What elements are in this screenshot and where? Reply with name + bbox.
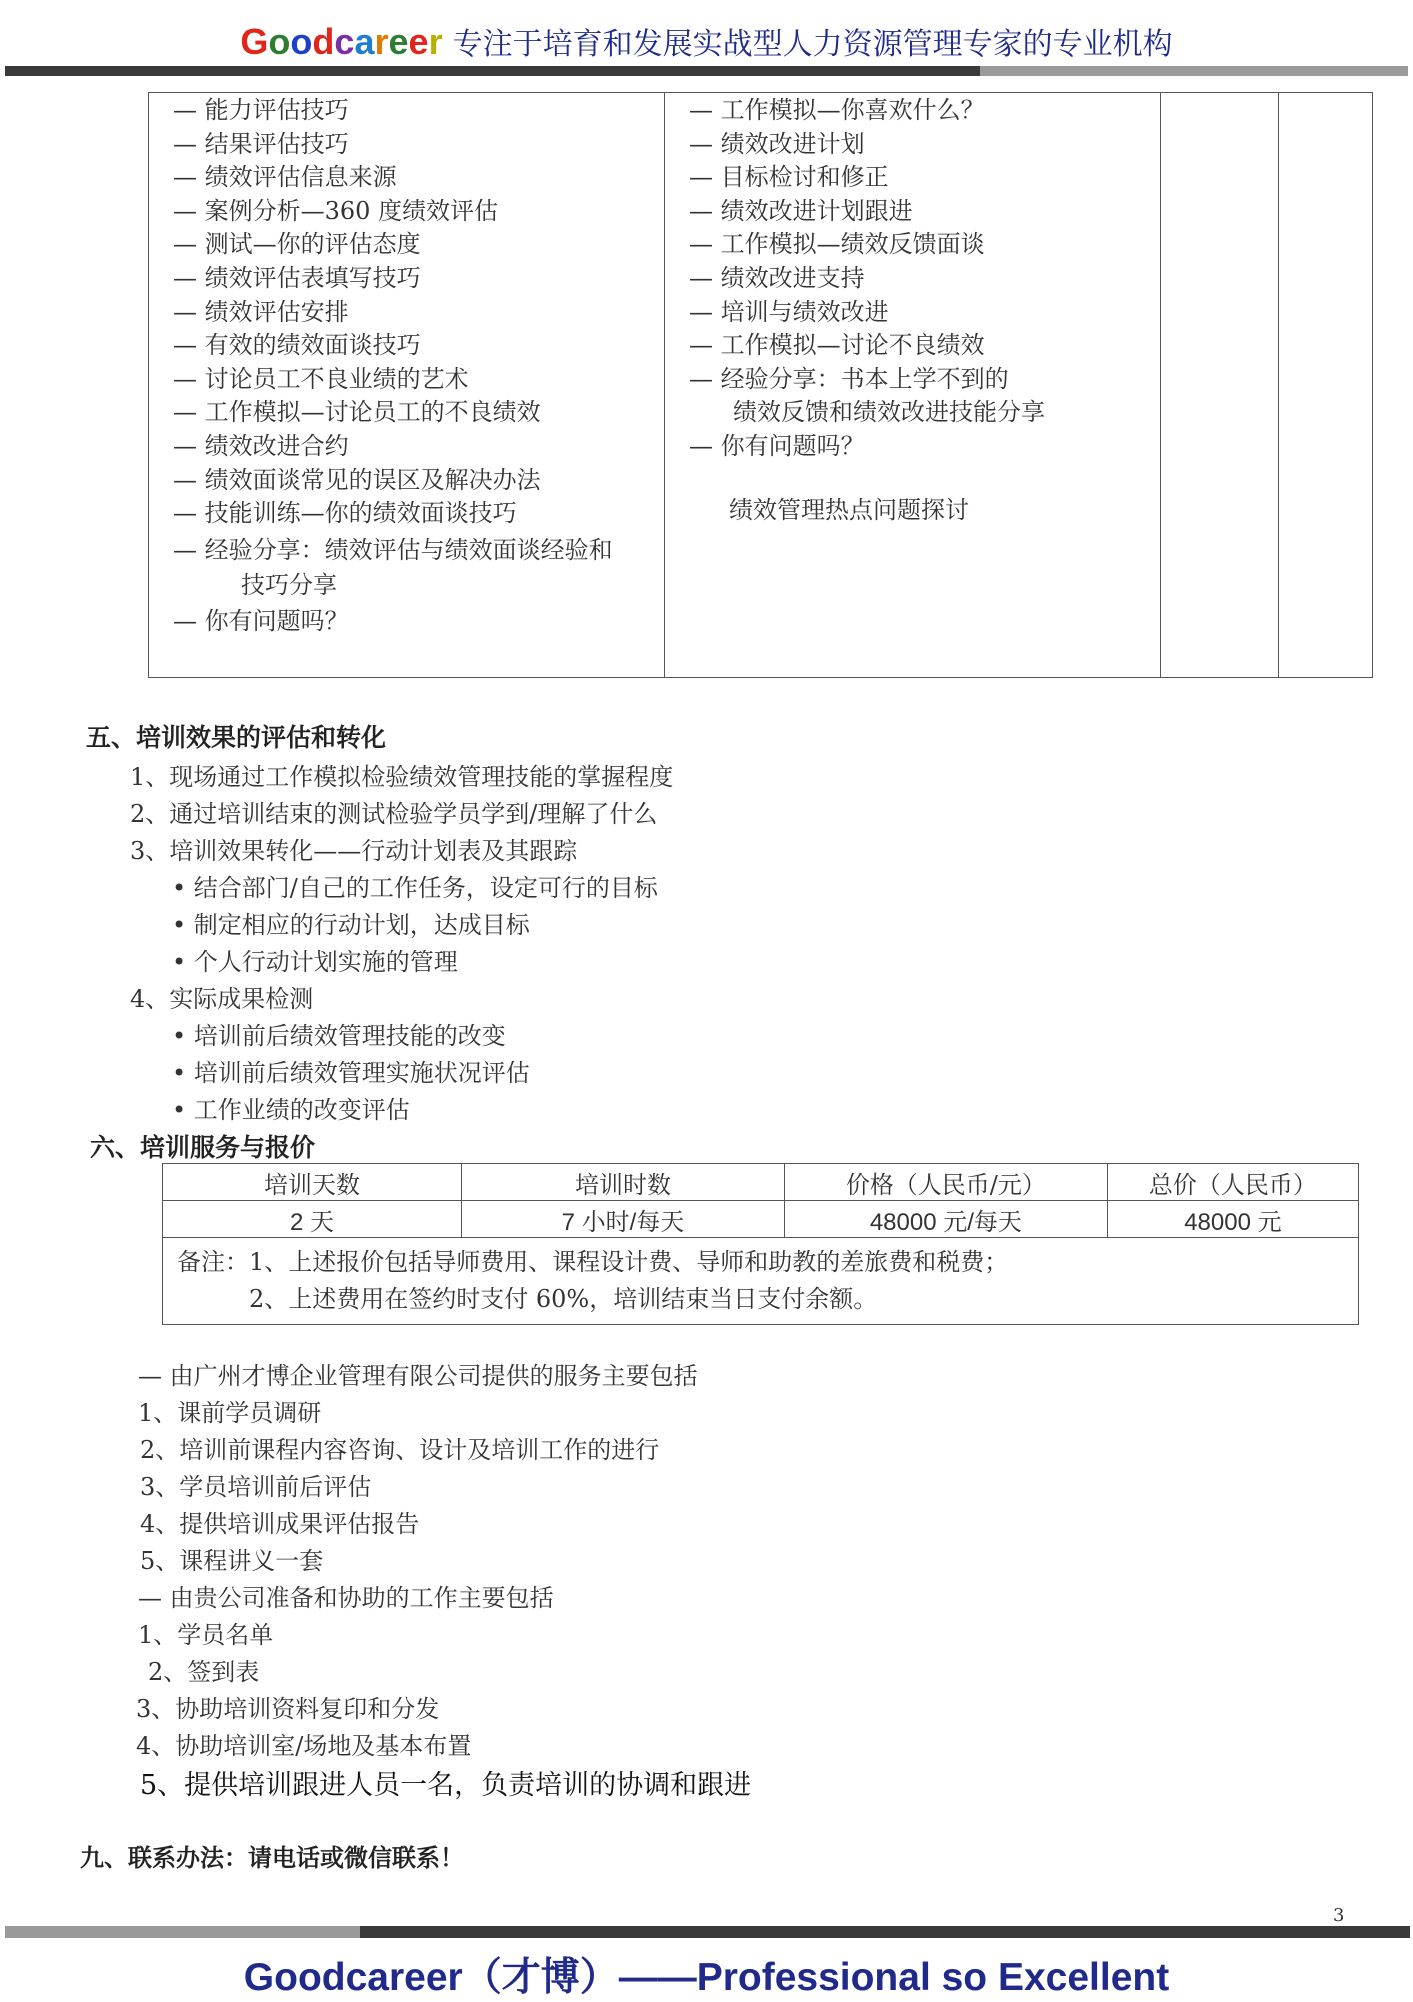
outline-item: — 绩效改进合约 bbox=[173, 431, 349, 460]
brand-letter: e bbox=[388, 21, 409, 62]
table-divider bbox=[664, 93, 665, 677]
outline-item: — 能力评估技巧 bbox=[173, 96, 349, 124]
outline-item: — 绩效评估信息来源 bbox=[173, 163, 397, 192]
brand-letter: c bbox=[334, 21, 355, 62]
services-line: 1、学员名单 bbox=[138, 1621, 274, 1649]
section5-bullet: • 结合部门/自己的工作任务，设定可行的目标 bbox=[172, 874, 658, 902]
section5-line: 1、现场通过工作模拟检验绩效管理技能的掌握程度 bbox=[130, 763, 674, 791]
services-line: 5、课程讲义一套 bbox=[140, 1547, 324, 1575]
section5-title: 五、培训效果的评估和转化 bbox=[86, 723, 387, 752]
header-title bbox=[0, 20, 1413, 67]
footer-divider-dark bbox=[360, 1926, 1410, 1938]
price-note: 备注：1、上述报价包括导师费用、课程设计费、导师和助教的差旅费和税费； bbox=[177, 1248, 1009, 1276]
outline-item: — 目标检讨和修正 bbox=[689, 163, 889, 192]
table-note-cell bbox=[163, 1238, 1359, 1325]
outline-item: — 讨论员工不良业绩的艺术 bbox=[173, 364, 469, 393]
services-line: 4、协助培训室/场地及基本布置 bbox=[136, 1732, 472, 1760]
section5-bullet: • 培训前后绩效管理实施状况评估 bbox=[172, 1059, 530, 1087]
table-header-row bbox=[163, 1164, 1359, 1201]
services-line: 2、培训前课程内容咨询、设计及培训工作的进行 bbox=[140, 1436, 660, 1464]
header-slogan: 专注于培育和发展实战型人力资源管理专家的专业机构 bbox=[452, 27, 1173, 62]
outline-item: — 测试—你的评估态度 bbox=[173, 230, 421, 259]
services-line: — 由广州才博企业管理有限公司提供的服务主要包括 bbox=[138, 1362, 698, 1390]
outline-item: — 绩效面谈常见的误区及解决办法 bbox=[173, 465, 541, 494]
outline-item: — 你有问题吗？ bbox=[689, 431, 865, 460]
outline-item: — 绩效改进支持 bbox=[689, 263, 865, 292]
brand-letter: r bbox=[428, 21, 443, 62]
outline-item: — 有效的绩效面谈技巧 bbox=[173, 331, 421, 360]
outline-item: — 绩效改进计划 bbox=[689, 129, 865, 158]
table-divider bbox=[1278, 93, 1279, 677]
outline-item: — 工作模拟—你喜欢什么？ bbox=[689, 96, 985, 124]
table-cell: 48000 元 bbox=[1107, 1201, 1358, 1238]
services-line: 5、提供培训跟进人员一名，负责培训的协调和跟进 bbox=[140, 1770, 752, 1801]
outline-item: — 结果评估技巧 bbox=[173, 129, 349, 158]
outline-item: — 工作模拟—绩效反馈面谈 bbox=[689, 230, 985, 259]
course-outline-table bbox=[148, 92, 1373, 678]
price-note: 2、上述费用在签约时支付 60%，培训结束当日支付余额。 bbox=[249, 1285, 878, 1313]
outline-item: — 绩效评估安排 bbox=[173, 297, 349, 326]
section5-line: 2、通过培训结束的测试检验学员学到/理解了什么 bbox=[130, 800, 658, 828]
section5-bullet: • 个人行动计划实施的管理 bbox=[172, 948, 458, 976]
services-line: 2、签到表 bbox=[148, 1658, 260, 1686]
outline-item-continuation: 技巧分享 bbox=[241, 571, 337, 600]
outline-item: — 工作模拟—讨论不良绩效 bbox=[689, 331, 985, 360]
outline-item: — 绩效改进计划跟进 bbox=[689, 196, 913, 225]
outline-item: — 经验分享：绩效评估与绩效面谈经验和 bbox=[173, 535, 613, 564]
section5-line: 3、培训效果转化——行动计划表及其跟踪 bbox=[130, 837, 578, 865]
table-header-cell: 价格（人民币/元） bbox=[784, 1164, 1107, 1201]
outline-right-column bbox=[689, 94, 1045, 527]
table-cell: 2 天 bbox=[163, 1201, 462, 1238]
table-divider bbox=[1160, 93, 1161, 677]
services-line: — 由贵公司准备和协助的工作主要包括 bbox=[138, 1584, 554, 1612]
page-number: 3 bbox=[1333, 1905, 1345, 1926]
outline-item: — 案例分析—360 度绩效评估 bbox=[173, 196, 499, 225]
brand-letter: r bbox=[374, 21, 389, 62]
brand-logo bbox=[240, 21, 452, 62]
price-table bbox=[162, 1163, 1359, 1325]
footer-slogan: Goodcareer（才博）——Professional so Excellent bbox=[243, 1956, 1170, 1999]
table-header-cell: 培训天数 bbox=[163, 1164, 462, 1201]
section5-bullet: • 培训前后绩效管理技能的改变 bbox=[172, 1022, 506, 1050]
outline-item: — 你有问题吗？ bbox=[173, 606, 349, 635]
brand-letter: o bbox=[290, 21, 313, 62]
table-cell: 7 小时/每天 bbox=[462, 1201, 785, 1238]
outline-item: — 工作模拟—讨论员工的不良绩效 bbox=[173, 398, 541, 427]
section5-line: 4、实际成果检测 bbox=[130, 985, 314, 1013]
outline-item-continuation: 绩效反馈和绩效改进技能分享 bbox=[733, 398, 1045, 427]
outline-item: — 经验分享：书本上学不到的 bbox=[689, 364, 1009, 393]
table-header-cell: 培训时数 bbox=[462, 1164, 785, 1201]
outline-left-column bbox=[173, 94, 613, 639]
section6-title: 六、培训服务与报价 bbox=[90, 1133, 316, 1162]
header-divider-dark bbox=[5, 66, 980, 76]
brand-letter: e bbox=[408, 21, 429, 62]
footer-divider-light bbox=[5, 1926, 360, 1938]
services-line: 3、协助培训资料复印和分发 bbox=[136, 1695, 440, 1723]
table-note-row bbox=[163, 1238, 1359, 1325]
header-divider-light bbox=[980, 66, 1408, 76]
services-line: 3、学员培训前后评估 bbox=[140, 1473, 372, 1501]
outline-item: — 技能训练—你的绩效面谈技巧 bbox=[173, 499, 517, 528]
services-line: 4、提供培训成果评估报告 bbox=[140, 1510, 420, 1538]
outline-item: — 培训与绩效改进 bbox=[689, 297, 889, 326]
table-header-cell: 总价（人民币） bbox=[1107, 1164, 1358, 1201]
outline-topic: 绩效管理热点问题探讨 bbox=[729, 495, 969, 524]
brand-letter: a bbox=[354, 21, 375, 62]
brand-letter: o bbox=[268, 21, 291, 62]
section9-title: 九、联系办法：请电话或微信联系！ bbox=[80, 1844, 464, 1872]
outline-item: — 绩效评估表填写技巧 bbox=[173, 263, 421, 292]
brand-letter: d bbox=[312, 21, 335, 62]
table-cell: 48000 元/每天 bbox=[784, 1201, 1107, 1238]
section5-bullet: • 制定相应的行动计划，达成目标 bbox=[172, 911, 530, 939]
brand-letter: G bbox=[240, 21, 269, 62]
services-line: 1、课前学员调研 bbox=[138, 1399, 322, 1427]
section5-bullet: • 工作业绩的改变评估 bbox=[172, 1096, 410, 1124]
table-row bbox=[163, 1201, 1359, 1238]
